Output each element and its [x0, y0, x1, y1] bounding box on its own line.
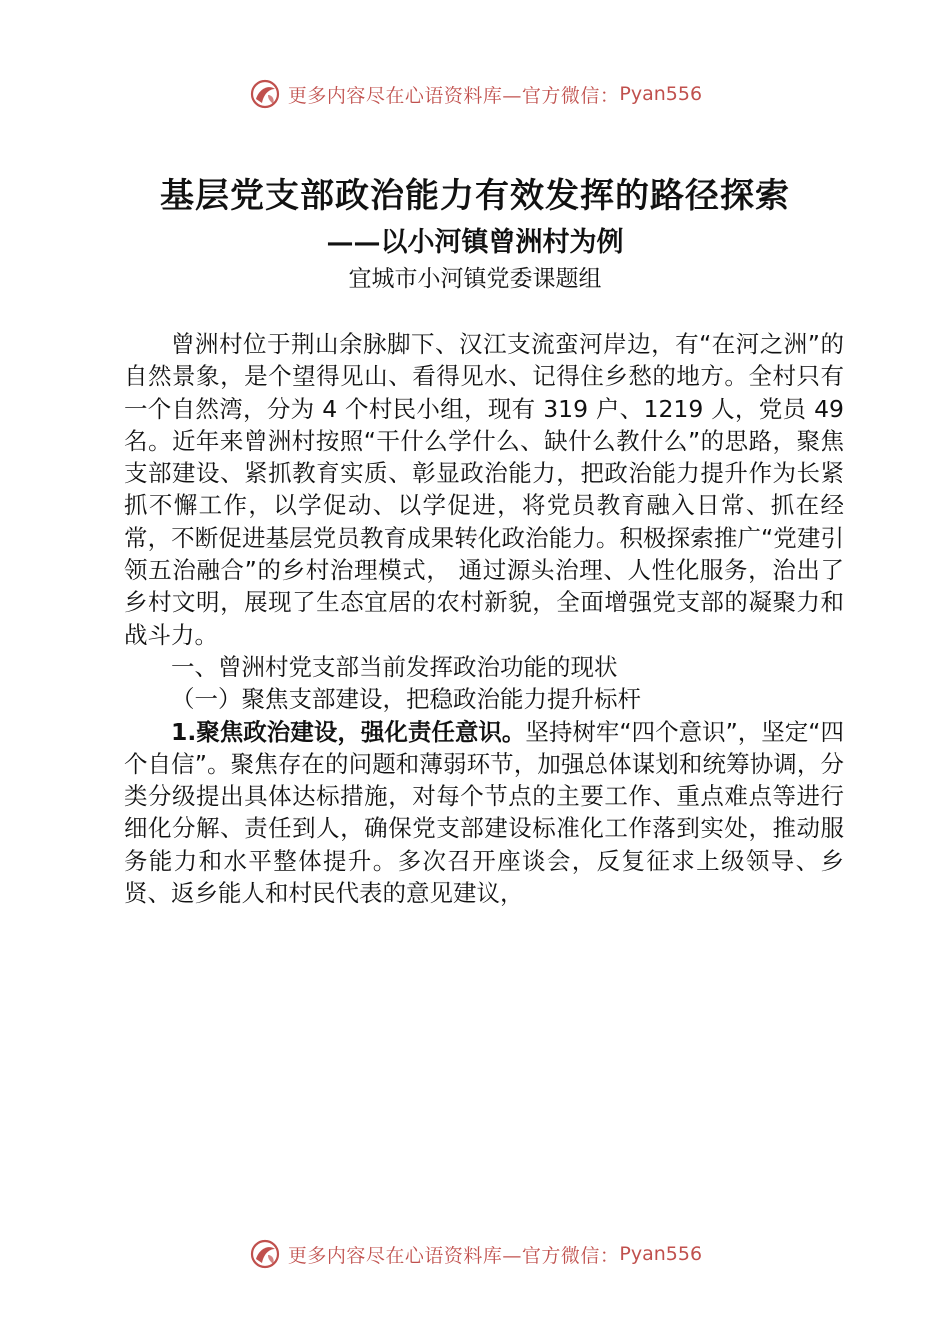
document-author: 宜城市小河镇党委课题组	[348, 266, 602, 292]
watermark-text: 更多内容尽在心语资料库—官方微信：	[287, 1244, 620, 1267]
intro-paragraph: 曾洲村位于荆山余脉脚下、汉江支流蛮河岸边，有“在河之洲”的自然景象，是个望得见山、看得见水、记得住乡愁的地方。全村只有一个自然湾，分为 4 个村民小组，现有 319 户、1219 人，党员 49 名。近年来曾洲村按照“干什么学什么、缺什么教什么”的思路，聚焦支部建设、紧抓教育实质、彰显政治能力，把政治能力提升作为长紧抓不懈工作，以学促动、以学促进，将党员教育融入日常、抓在经常，不断促进基层党员教育成果转化政治能力。积极探索推广“党建引领五治融合”的乡村治理模式， 通过源头治理、人性化服务，治出了乡村文明，展现了生态宜居的农村新貌，全面增强党支部的凝聚力和战斗力。	[124, 330, 844, 649]
section-heading-1: 一、曾洲村党支部当前发挥政治功能的现状	[171, 652, 618, 681]
logo-icon	[248, 77, 282, 111]
point-1-text: 坚持树牢“四个意识”，坚定“四个自信”。聚焦存在的问题和薄弱环节，加强总体谋划和统筹协调，分类分级提出具体达标措施，对每个节点的主要工作、重点难点等进行细化分解、责任到人，确保党支部建设标准化工作落到实处，推动服务能力和水平整体提升。多次召开座谈会，反复征求上级领导、乡贤、返乡能人和村民代表的意见建议，	[124, 717, 844, 908]
watermark-footer	[0, 1234, 950, 1274]
point-1-paragraph	[124, 716, 844, 910]
section-heading-1-1: （一）聚焦支部建设，把稳政治能力提升标杆	[171, 685, 641, 714]
point-1-lead: 1.聚焦政治建设，强化责任意识。	[171, 717, 526, 746]
logo-icon	[248, 1237, 282, 1271]
document-title: 基层党支部政治能力有效发挥的路径探索	[160, 176, 790, 216]
watermark-header	[0, 74, 950, 114]
document-body	[124, 328, 844, 909]
document-subtitle: ——以小河镇曾洲村为例	[326, 227, 624, 258]
watermark-wechat: Pyan556	[619, 83, 703, 105]
watermark-text: 更多内容尽在心语资料库—官方微信：	[287, 84, 620, 107]
watermark-wechat: Pyan556	[619, 1243, 703, 1265]
